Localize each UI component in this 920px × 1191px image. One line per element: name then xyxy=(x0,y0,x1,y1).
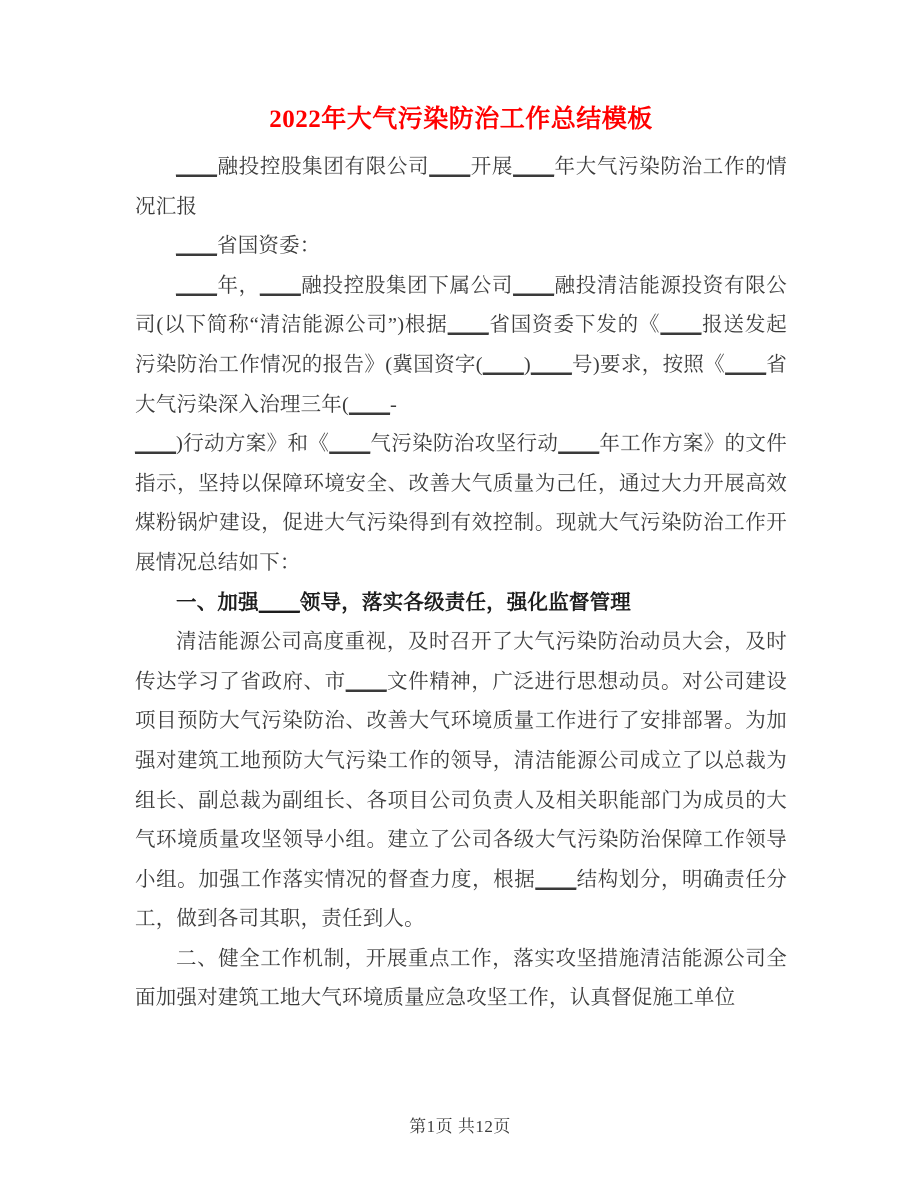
fill-in-blank: ____ xyxy=(176,156,217,178)
paragraph-intro-part2: ____)行动方案》和《____气污染防治攻坚行动____年工作方案》的文件指示，坚持以保障环境安全、改善大气质量为己任，通过大力开展高效煤粉锅炉建设，促进大气污染得到有效控制。现就大气污染防治工作开展情况总结如下： xyxy=(135,433,787,574)
fill-in-blank: ____ xyxy=(329,433,371,456)
fill-in-blank: ____ xyxy=(725,353,767,376)
fill-in-blank: ____ xyxy=(349,393,391,416)
fill-in-blank: ____ xyxy=(447,314,489,337)
fill-in-blank: ____ xyxy=(660,314,702,337)
document-body xyxy=(135,100,787,1019)
fill-in-blank: ____ xyxy=(558,433,600,456)
section-heading-one: 一、加强____领导，落实各级责任，强化监督管理 xyxy=(176,591,632,614)
paragraph-section-two-body: 二、健全工作机制，开展重点工作，落实攻坚措施清洁能源公司全面加强对建筑工地大气环境质量应急攻坚工作，认真督促施工单位 xyxy=(135,947,787,1010)
page-footer: 第1页 共12页 xyxy=(409,1117,511,1136)
fill-in-blank: ____ xyxy=(176,235,217,258)
paragraph-section-one-body: 清洁能源公司高度重视，及时召开了大气污染防治动员大会，及时传达学习了省政府、市____文件精神，广泛进行思想动员。对公司建设项目预防大气污染防治、改善大气环境质量工作进行了安排部署。为加强对建筑工地预防大气污染工作的领导，清洁能源公司成立了以总裁为组长、副总裁为副组长、各项目公司负责人及相关职能部门为成员的大气环境质量攻坚领导小组。建立了公司各级大气污染防治保障工作领导小组。加强工作落实情况的督查力度，根据____结构划分，明确责任分工，做到各司其职，责任到人。 xyxy=(135,631,787,931)
fill-in-blank: ____ xyxy=(530,353,572,376)
fill-in-blank: ____ xyxy=(258,591,300,614)
page-title: 2022年大气污染防治工作总结模板 xyxy=(269,106,653,133)
fill-in-blank: ____ xyxy=(135,433,176,456)
fill-in-blank: ____ xyxy=(482,353,524,376)
fill-in-blank: ____ xyxy=(345,670,387,693)
fill-in-blank: ____ xyxy=(176,274,217,297)
fill-in-blank: ____ xyxy=(259,274,301,297)
paragraph-report-subject: ____融投控股集团有限公司____开展____年大气污染防治工作的情况汇报 xyxy=(135,156,787,218)
fill-in-blank: ____ xyxy=(513,274,555,297)
paragraph-intro-part1: ____年，____融投控股集团下属公司____融投清洁能源投资有限公司(以下简称“清洁能源公司”)根据____省国资委下发的《____报送发起污染防治工作情况的报告》(冀国资字(____)____号)要求，按照《____省大气污染深入治理三年(____- xyxy=(135,274,787,416)
fill-in-blank: ____ xyxy=(429,156,471,178)
fill-in-blank: ____ xyxy=(513,156,555,178)
paragraph-addressee: ____省国资委： xyxy=(176,235,321,258)
fill-in-blank: ____ xyxy=(535,868,577,891)
